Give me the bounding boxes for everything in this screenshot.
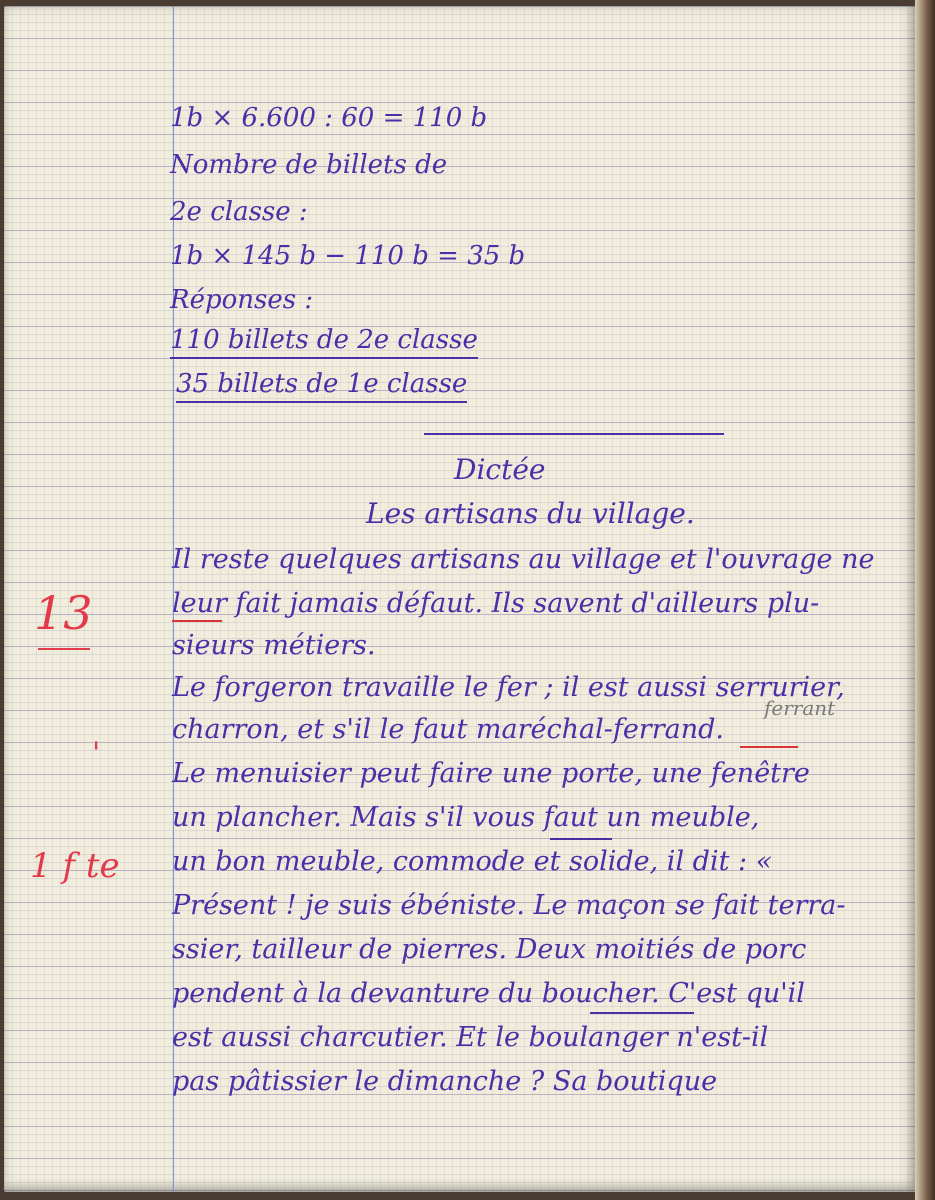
dictation-heading: Dictée (454, 453, 546, 486)
dictation-title: Les artisans du village. (366, 497, 695, 530)
underline-vous (550, 838, 612, 840)
calc-line-4: 1b × 145 b − 110 b = 35 b (170, 241, 526, 271)
dictation-line-8: un bon meuble, commode et solide, il dit : « (172, 846, 773, 877)
dictation-line-6: Le menuisier peut faire une porte, une fenêtre (172, 758, 810, 789)
pencil-correction: ferrant (764, 696, 836, 720)
underline-boucher (590, 1012, 694, 1014)
dictation-line-12: est aussi charcutier. Et le boulanger n'est-il (172, 1022, 769, 1053)
grade-underline (38, 648, 90, 650)
answer-heading: Réponses : (170, 285, 314, 315)
dictation-line-9: Présent ! je suis ébéniste. Le maçon se fait terra- (172, 890, 846, 921)
dictation-line-7: un plancher. Mais s'il vous faut un meuble, (172, 802, 760, 833)
grade-tick: ' (92, 736, 101, 771)
dictation-line-4: Le forgeron travaille le fer ; il est aussi serrurier, (172, 672, 845, 703)
dictation-line-5: charron, et s'il le faut maréchal-ferrand. (172, 714, 724, 745)
grade-score: 13 (34, 586, 93, 640)
answer-2: 35 billets de 1e classe (176, 368, 467, 403)
dictation-line-1: Il reste quelques artisans au village et l'ouvrage ne (172, 544, 875, 575)
grade-fault-mark: 1 f te (30, 846, 120, 886)
calc-line-1: 1b × 6.600 : 60 = 110 b (170, 103, 488, 133)
error-underline-ferrand (740, 746, 798, 748)
calc-line-3: 2e classe : (170, 197, 308, 227)
notebook-page (4, 6, 916, 1192)
dictation-line-10: ssier, tailleur de pierres. Deux moitiés de porc (172, 934, 807, 965)
dictation-line-3: sieurs métiers. (172, 630, 376, 661)
dictation-line-11: pendent à la devanture du boucher. C'est qu'il (172, 978, 805, 1009)
section-divider (424, 433, 724, 435)
answer-1: 110 billets de 2e classe (170, 324, 478, 359)
calc-line-2: Nombre de billets de (170, 150, 448, 180)
dictation-line-2: leur fait jamais défaut. Ils savent d'ailleurs plu- (172, 588, 820, 619)
error-underline-leur (172, 620, 222, 622)
notebook-spine (915, 0, 935, 1200)
dictation-line-13: pas pâtissier le dimanche ? Sa boutique (172, 1066, 718, 1097)
